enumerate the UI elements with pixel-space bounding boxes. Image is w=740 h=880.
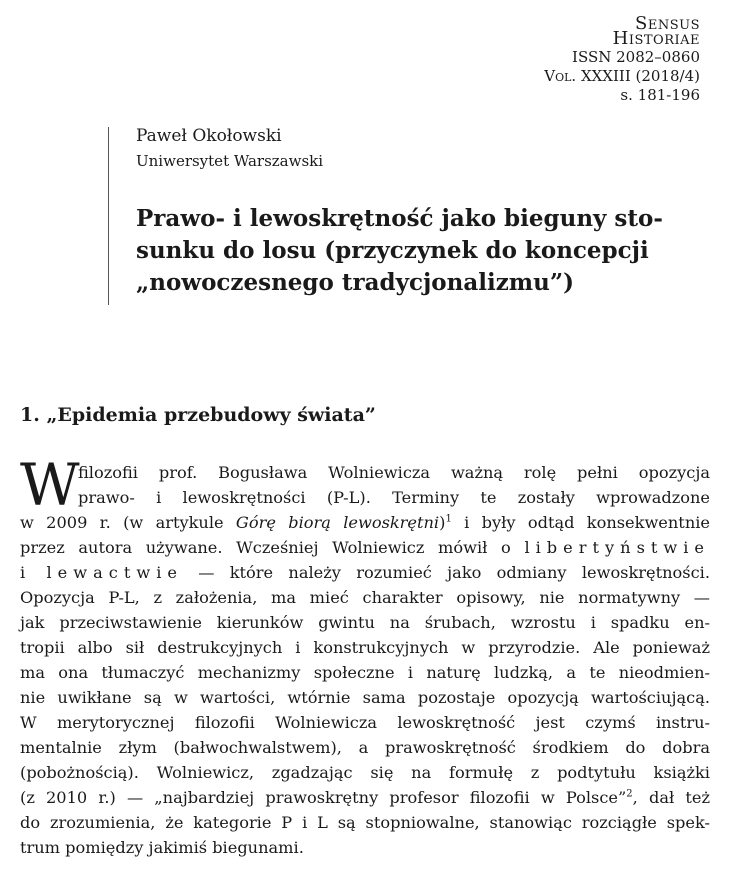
footnote-marker[interactable]: 2 (626, 788, 633, 800)
body-line: jak przeciwstawienie kierunków gwintu na śrubach, wzrostu i spadku en- (20, 613, 710, 632)
drop-cap: W (20, 451, 80, 519)
body-line: przez autora używane. Wcześniej Wolniewicz mówił o libertyństwie (20, 538, 710, 557)
body-line: W merytorycznej filozofii Wolniewicza lewoskrętność jest czymś instru- (20, 713, 710, 732)
journal-name-line2: Historiae (612, 28, 700, 49)
body-line: (pobożnością). Wolniewicz, zgadzając się na formułę z podtytułu książki (20, 763, 710, 782)
body-line: mentalnie złym (bałwochwalstwem), a prawoskrętność środkiem do dobra (20, 738, 710, 757)
footnote-marker[interactable]: 1 (445, 513, 452, 525)
title-line: „nowoczesnego tradycjonalizmu”) (136, 269, 574, 296)
section-heading: 1. „Epidemia przebudowy świata” (20, 404, 376, 426)
emphasized-term: lewactwie (46, 563, 183, 582)
emphasized-term: libertyństwie (524, 538, 710, 557)
body-line: Opozycja P-L, z założenia, ma mieć charakter opisowy, nie normatywny — (20, 588, 710, 607)
title-line: Prawo- i lewoskrętność jako bieguny sto- (136, 205, 663, 232)
body-paragraph (20, 460, 710, 860)
journal-pages: s. 181-196 (620, 86, 700, 104)
author-name: Paweł Okołowski (136, 126, 282, 146)
journal-info (470, 14, 700, 105)
body-line: tropii albo sił destrukcyjnych i konstrukcyjnych w przyrodzie. Ale ponieważ (20, 638, 710, 657)
body-line: do zrozumienia, że kategorie P i L są stopniowalne, stanowiąc rozciągłe spek- (20, 813, 710, 832)
title-line: sunku do losu (przyczynek do koncepcji (136, 237, 649, 264)
body-line: prawo- i lewoskrętności (P-L). Terminy te zostały wprowadzone (78, 488, 710, 507)
body-line: ma ona tłumaczyć mechanizmy społeczne i naturę ludzką, a te nieodmien- (20, 663, 710, 682)
body-line: i lewactwie — które należy rozumieć jako odmiany lewoskrętności. (20, 563, 710, 582)
journal-name-line1: Sensus (635, 13, 700, 34)
body-line: (z 2010 r.) — „najbardziej prawoskrętny profesor filozofii w Polsce”$^2$, dał też (20, 788, 710, 807)
body-line: nie uwikłane są w wartości, wtórnie sama pozostaje opozycją wartościującą. (20, 688, 710, 707)
author-affiliation: Uniwersytet Warszawski (136, 152, 324, 170)
body-line: trum pomiędzy jakimiś biegunami. (20, 838, 304, 857)
journal-volume: Vol. XXXIII (2018/4) (544, 67, 700, 85)
body-line: w 2009 r. (w artykule Górę biorą lewoskrętni)$^1$ i były odtąd konsekwentnie (20, 513, 710, 532)
journal-issn: ISSN 2082–0860 (572, 48, 700, 66)
body-line: filozofii prof. Bogusława Wolniewicza ważną rolę pełni opozycja (78, 463, 710, 482)
header-vertical-rule (108, 127, 109, 305)
cited-article-title: Górę biorą lewoskrętni (235, 513, 440, 532)
article-title (136, 203, 706, 299)
